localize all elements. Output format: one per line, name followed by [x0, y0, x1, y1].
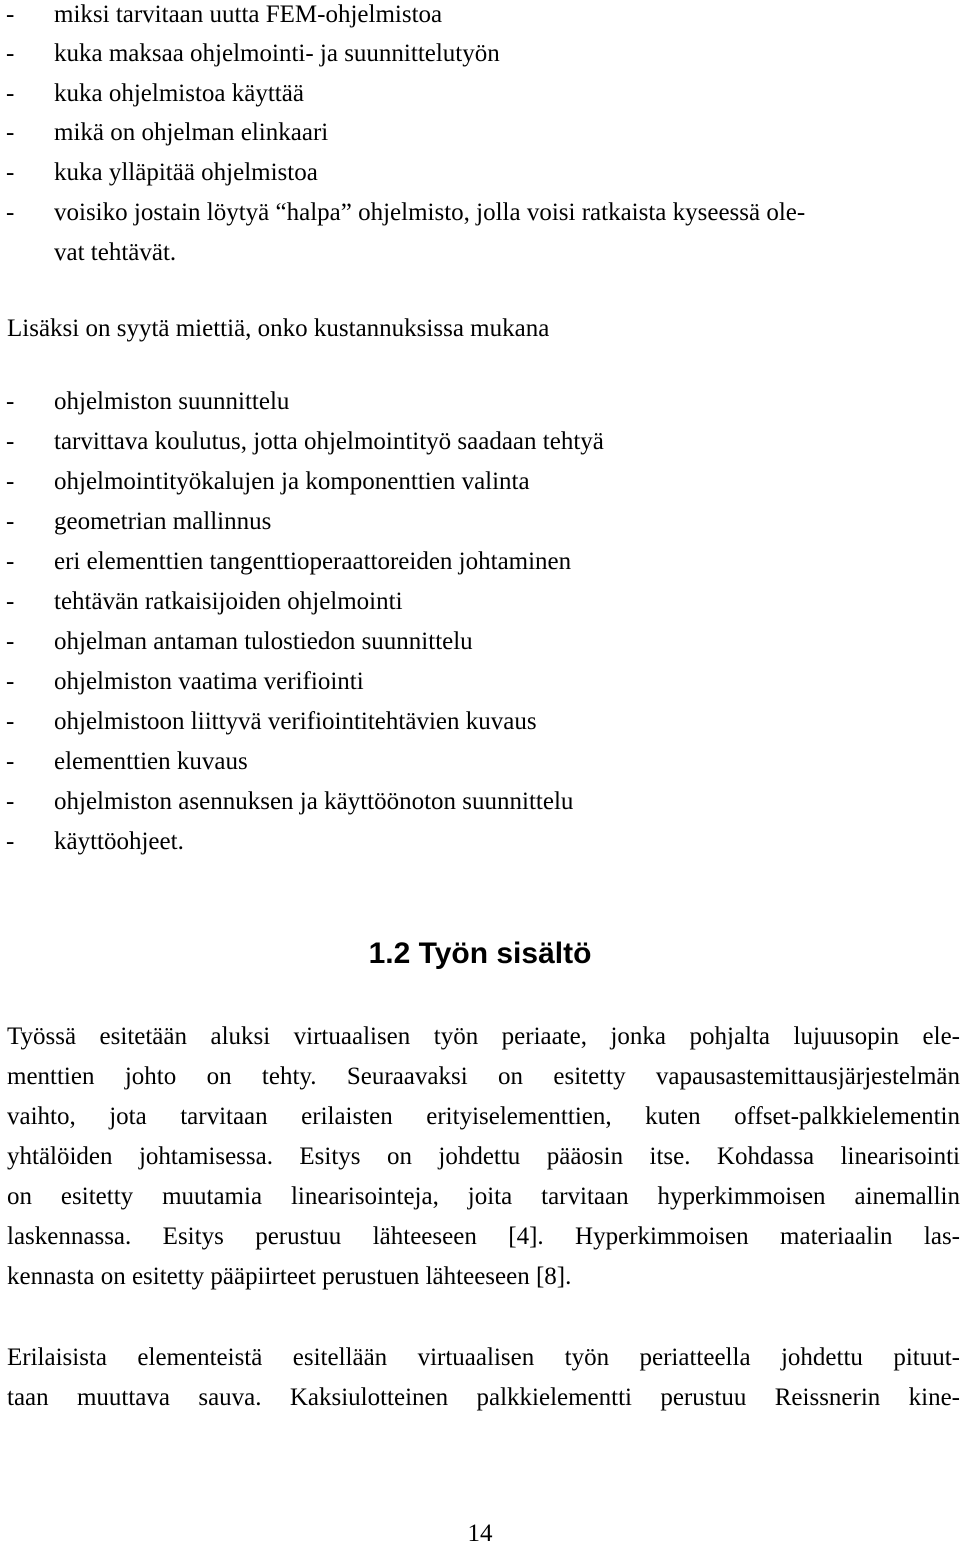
- list-bullet-dash: -: [6, 119, 15, 146]
- list-bullet-dash: -: [6, 199, 15, 226]
- list-item-text: eri elementtien tangenttioperaattoreiden johtaminen: [54, 548, 572, 575]
- list-bullet-dash: -: [6, 708, 15, 735]
- list-bullet-dash: -: [6, 748, 15, 775]
- list-item-text: geometrian mallinnus: [54, 508, 272, 535]
- page-number: 14: [467, 1520, 493, 1547]
- paragraph-one-line-3: vaihto, jota tarvitaan erilaisten erityiselementtien, kuten offset-palkkielementin: [7, 1103, 960, 1130]
- list-item-text: ohjelmiston suunnittelu: [54, 388, 290, 415]
- paragraph-one-line-4: yhtälöiden johtamisessa. Esitys on johdettu pääosin itse. Kohdassa linearisointi: [7, 1143, 960, 1170]
- list-item-text: kuka ylläpitää ohjelmistoa: [54, 159, 318, 186]
- list-item-text: elementtien kuvaus: [54, 748, 248, 775]
- list-bullet-dash: -: [6, 588, 15, 615]
- paragraph-two-line-2: taan muuttava sauva. Kaksiulotteinen palkkielementti perustuu Reissnerin kine-: [7, 1384, 960, 1411]
- list-bullet-dash: -: [6, 428, 15, 455]
- list-bullet-dash: -: [6, 628, 15, 655]
- list-item-text: miksi tarvitaan uutta FEM-ohjelmistoa: [54, 1, 443, 28]
- paragraph-one-line-2: menttien johto on tehty. Seuraavaksi on esitetty vapausastemittausjärjestelmän: [7, 1063, 960, 1090]
- list-item-text: ohjelmistoon liittyvä verifiointitehtävien kuvaus: [54, 708, 537, 735]
- section-heading: 1.2 Työn sisältö: [368, 937, 592, 970]
- list-item-text: kuka maksaa ohjelmointi- ja suunnittelutyön: [54, 40, 500, 67]
- list-bullet-dash: -: [6, 508, 15, 535]
- list-bullet-dash: -: [6, 40, 15, 67]
- list-item-text: käyttöohjeet.: [54, 828, 184, 855]
- list-bullet-dash: -: [6, 788, 15, 815]
- intro-sentence: Lisäksi on syytä miettiä, onko kustannuksissa mukana: [7, 315, 550, 342]
- list-bullet-dash: -: [6, 159, 15, 186]
- paragraph-one-line-5: on esitetty muutamia linearisointeja, joita tarvitaan hyperkimmoisen ainemallin: [7, 1183, 960, 1210]
- list-item-text: mikä on ohjelman elinkaari: [54, 119, 329, 146]
- list-item-text: ohjelmointityökalujen ja komponenttien valinta: [54, 468, 530, 495]
- list-bullet-dash: -: [6, 668, 15, 695]
- list-bullet-dash: -: [6, 468, 15, 495]
- list-bullet-dash: -: [6, 388, 15, 415]
- list-item-text: ohjelmiston asennuksen ja käyttöönoton suunnittelu: [54, 788, 574, 815]
- list-bullet-dash: -: [6, 1, 15, 28]
- paragraph-one-line-1: Työssä esitetään aluksi virtuaalisen työn periaate, jonka pohjalta lujuusopin ele-: [7, 1023, 960, 1050]
- list-item-text: tehtävän ratkaisijoiden ohjelmointi: [54, 588, 403, 615]
- paragraph-one-line-6: laskennassa. Esitys perustuu lähteeseen [4]. Hyperkimmoisen materiaalin las-: [7, 1223, 960, 1250]
- list-item-text: voisiko jostain löytyä “halpa” ohjelmisto, jolla voisi ratkaista kyseessä ole-: [54, 199, 806, 226]
- list-item-text: vat tehtävät.: [54, 239, 177, 266]
- paragraph-two-line-1: Erilaisista elementeistä esitellään virtuaalisen työn periatteella johdettu pituut-: [7, 1344, 960, 1371]
- list-bullet-dash: -: [6, 80, 15, 107]
- list-bullet-dash: -: [6, 548, 15, 575]
- list-item-text: ohjelman antaman tulostiedon suunnittelu: [54, 628, 473, 655]
- list-bullet-dash: -: [6, 828, 15, 855]
- list-item-text: kuka ohjelmistoa käyttää: [54, 80, 304, 107]
- list-item-text: ohjelmiston vaatima verifiointi: [54, 668, 364, 695]
- paragraph-one-line-7: kennasta on esitetty pääpiirteet perustuen lähteeseen [8].: [7, 1263, 572, 1290]
- list-item-text: tarvittava koulutus, jotta ohjelmointityö saadaan tehtyä: [54, 428, 604, 455]
